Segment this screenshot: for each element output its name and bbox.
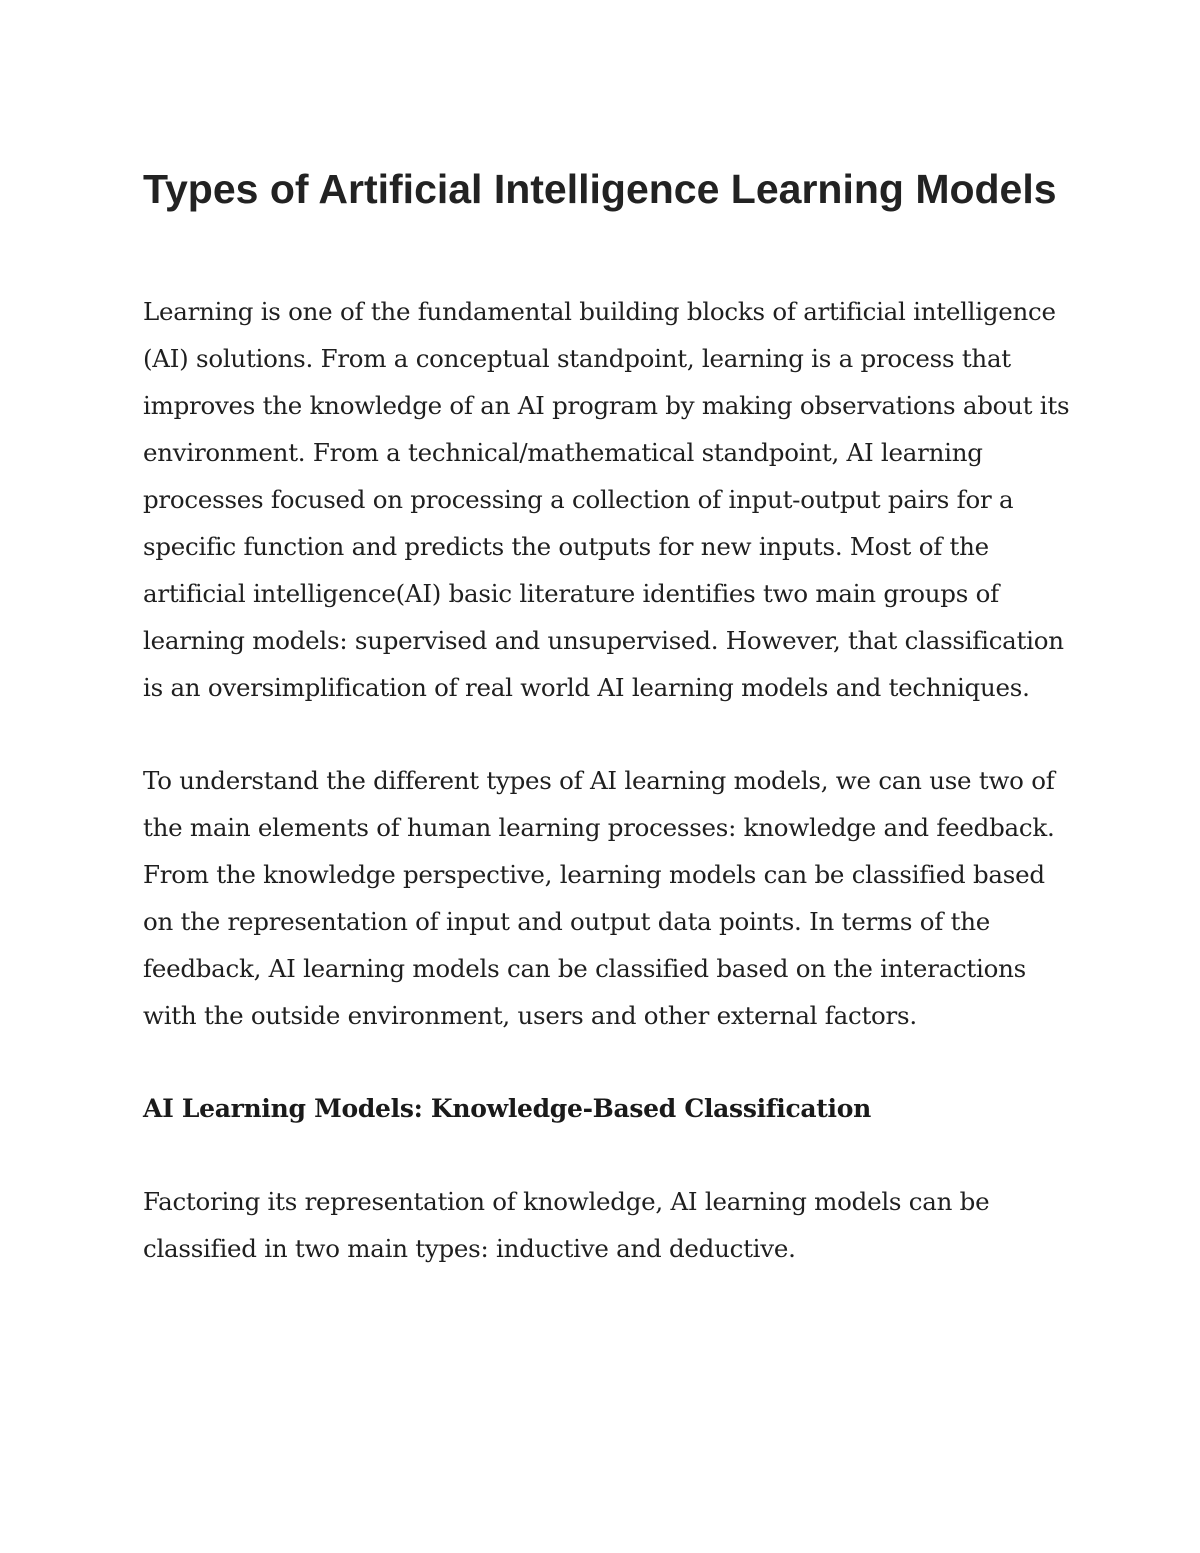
document-title: Types of Artificial Intelligence Learning Models [143,166,1057,212]
document-content [143,160,1073,1272]
section-heading: AI Learning Models: Knowledge-Based Classification [143,1094,871,1123]
intro-paragraph: Learning is one of the fundamental building blocks of artificial intelligence (AI) solutions. From a conceptual standpoint, learning is a process that improves the knowledge of an AI program by making observations about its environment. From a technical/mathematical standpoint, AI learning processes focused on processing a collection of input-output pairs for a specific function and predicts the outputs for new inputs. Most of the artificial intelligence(AI) basic literature identifies two main groups of learning models: supervised and unsupervised. However, that classification is an oversimplification of real world AI learning models and techniques. [143,297,1070,702]
section-paragraph: Factoring its representation of knowledge, AI learning models can be classified in two main types: inductive and deductive. [143,1187,990,1263]
learning-elements-paragraph: To understand the different types of AI learning models, we can use two of the main elements of human learning processes: knowledge and feedback. From the knowledge perspective, learning models can be classified based on the representation of input and output data points. In terms of the feedback, AI learning models can be classified based on the interactions with the outside environment, users and other external factors. [143,766,1055,1030]
